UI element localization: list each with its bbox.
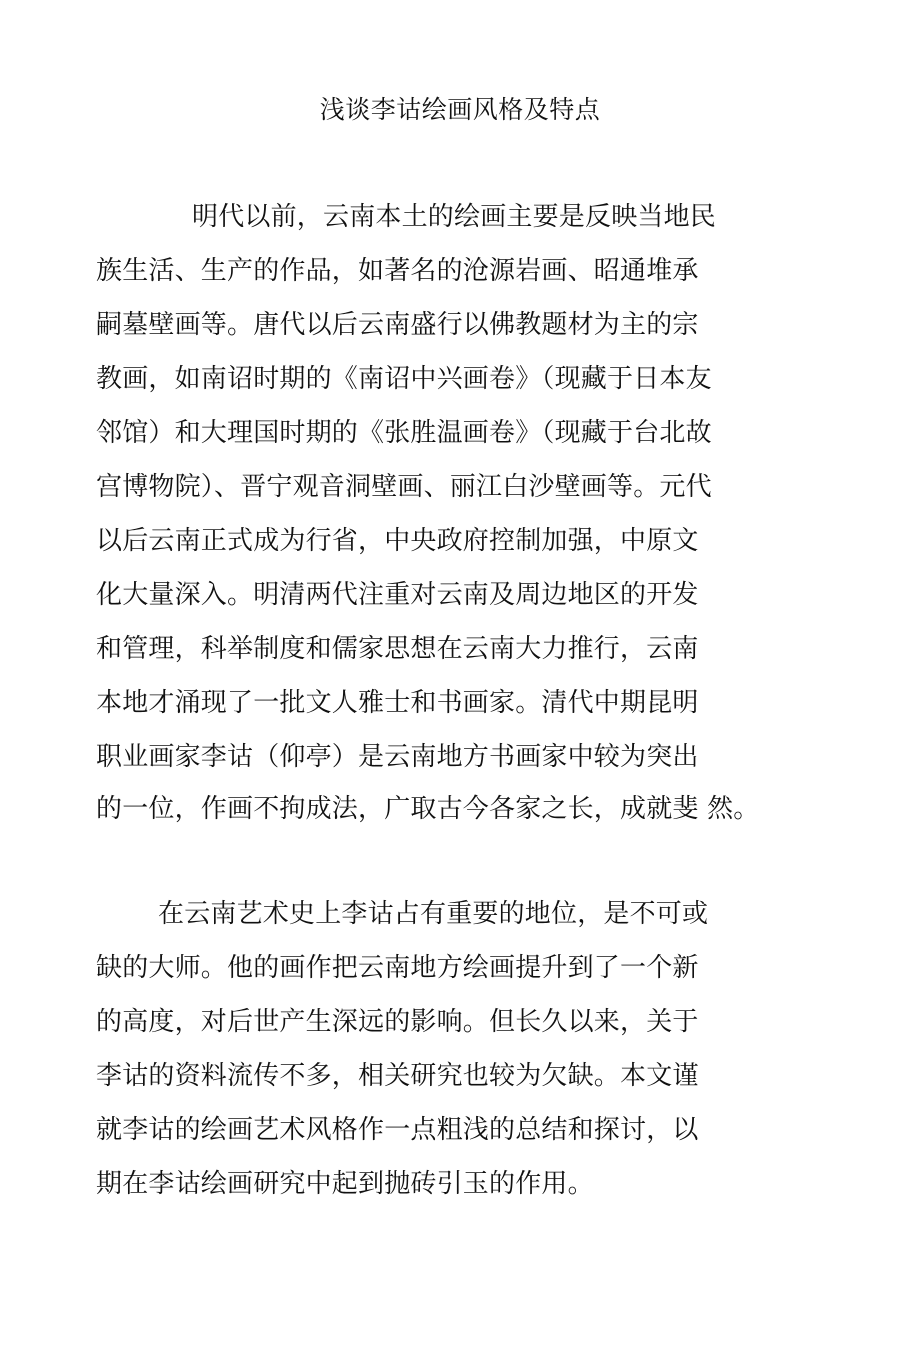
paragraph-line: 化大量深入。明清两代注重对云南及周边地区的开发 xyxy=(96,580,699,610)
paragraph-line: 邻馆）和大理国时期的《张胜温画卷》（现藏于台北故 xyxy=(96,418,712,448)
paragraph-line: 嗣墓壁画等。唐代以后云南盛行以佛教题材为主的宗 xyxy=(96,310,699,340)
paragraph-line: 教画，如南诏时期的《南诏中兴画卷》（现藏于日本友 xyxy=(96,364,712,394)
paragraph-line: 族生活、生产的作品，如著名的沧源岩画、昭通堆承 xyxy=(96,256,699,286)
paragraph-line: 的高度，对后世产生深远的影响。但长久以来，关于 xyxy=(96,1007,699,1037)
paragraph-line: 职业画家李诂（仰亭）是云南地方书画家中较为突出 xyxy=(96,742,699,772)
paragraph-line: 缺的大师。他的画作把云南地方绘画提升到了一个新 xyxy=(96,953,699,983)
paragraph-line: 本地才涌现了一批文人雅士和书画家。清代中期昆明 xyxy=(96,688,699,718)
paragraph-line: 明代以前，云南本土的绘画主要是反映当地民 xyxy=(192,202,717,232)
paragraph-line: 的一位，作画不拘成法，广取古今各家之长，成就斐 然。 xyxy=(96,794,760,824)
paragraph-line: 和管理，科举制度和儒家思想在云南大力推行，云南 xyxy=(96,634,699,664)
paragraph-line: 在云南艺术史上李诂占有重要的地位，是不可或 xyxy=(158,899,709,929)
paragraph-line: 期在李诂绘画研究中起到抛砖引玉的作用。 xyxy=(96,1169,594,1199)
document-title: 浅谈李诂绘画风格及特点 xyxy=(319,95,601,124)
paragraph-line: 就李诂的绘画艺术风格作一点粗浅的总结和探讨，以 xyxy=(96,1115,699,1145)
paragraph-line: 以后云南正式成为行省，中央政府控制加强，中原文 xyxy=(96,526,699,556)
paragraph-line: 宫博物院）、晋宁观音洞壁画、丽江白沙壁画等。元代 xyxy=(96,472,712,502)
paragraph-line: 李诂的资料流传不多，相关研究也较为欠缺。本文谨 xyxy=(96,1061,699,1091)
